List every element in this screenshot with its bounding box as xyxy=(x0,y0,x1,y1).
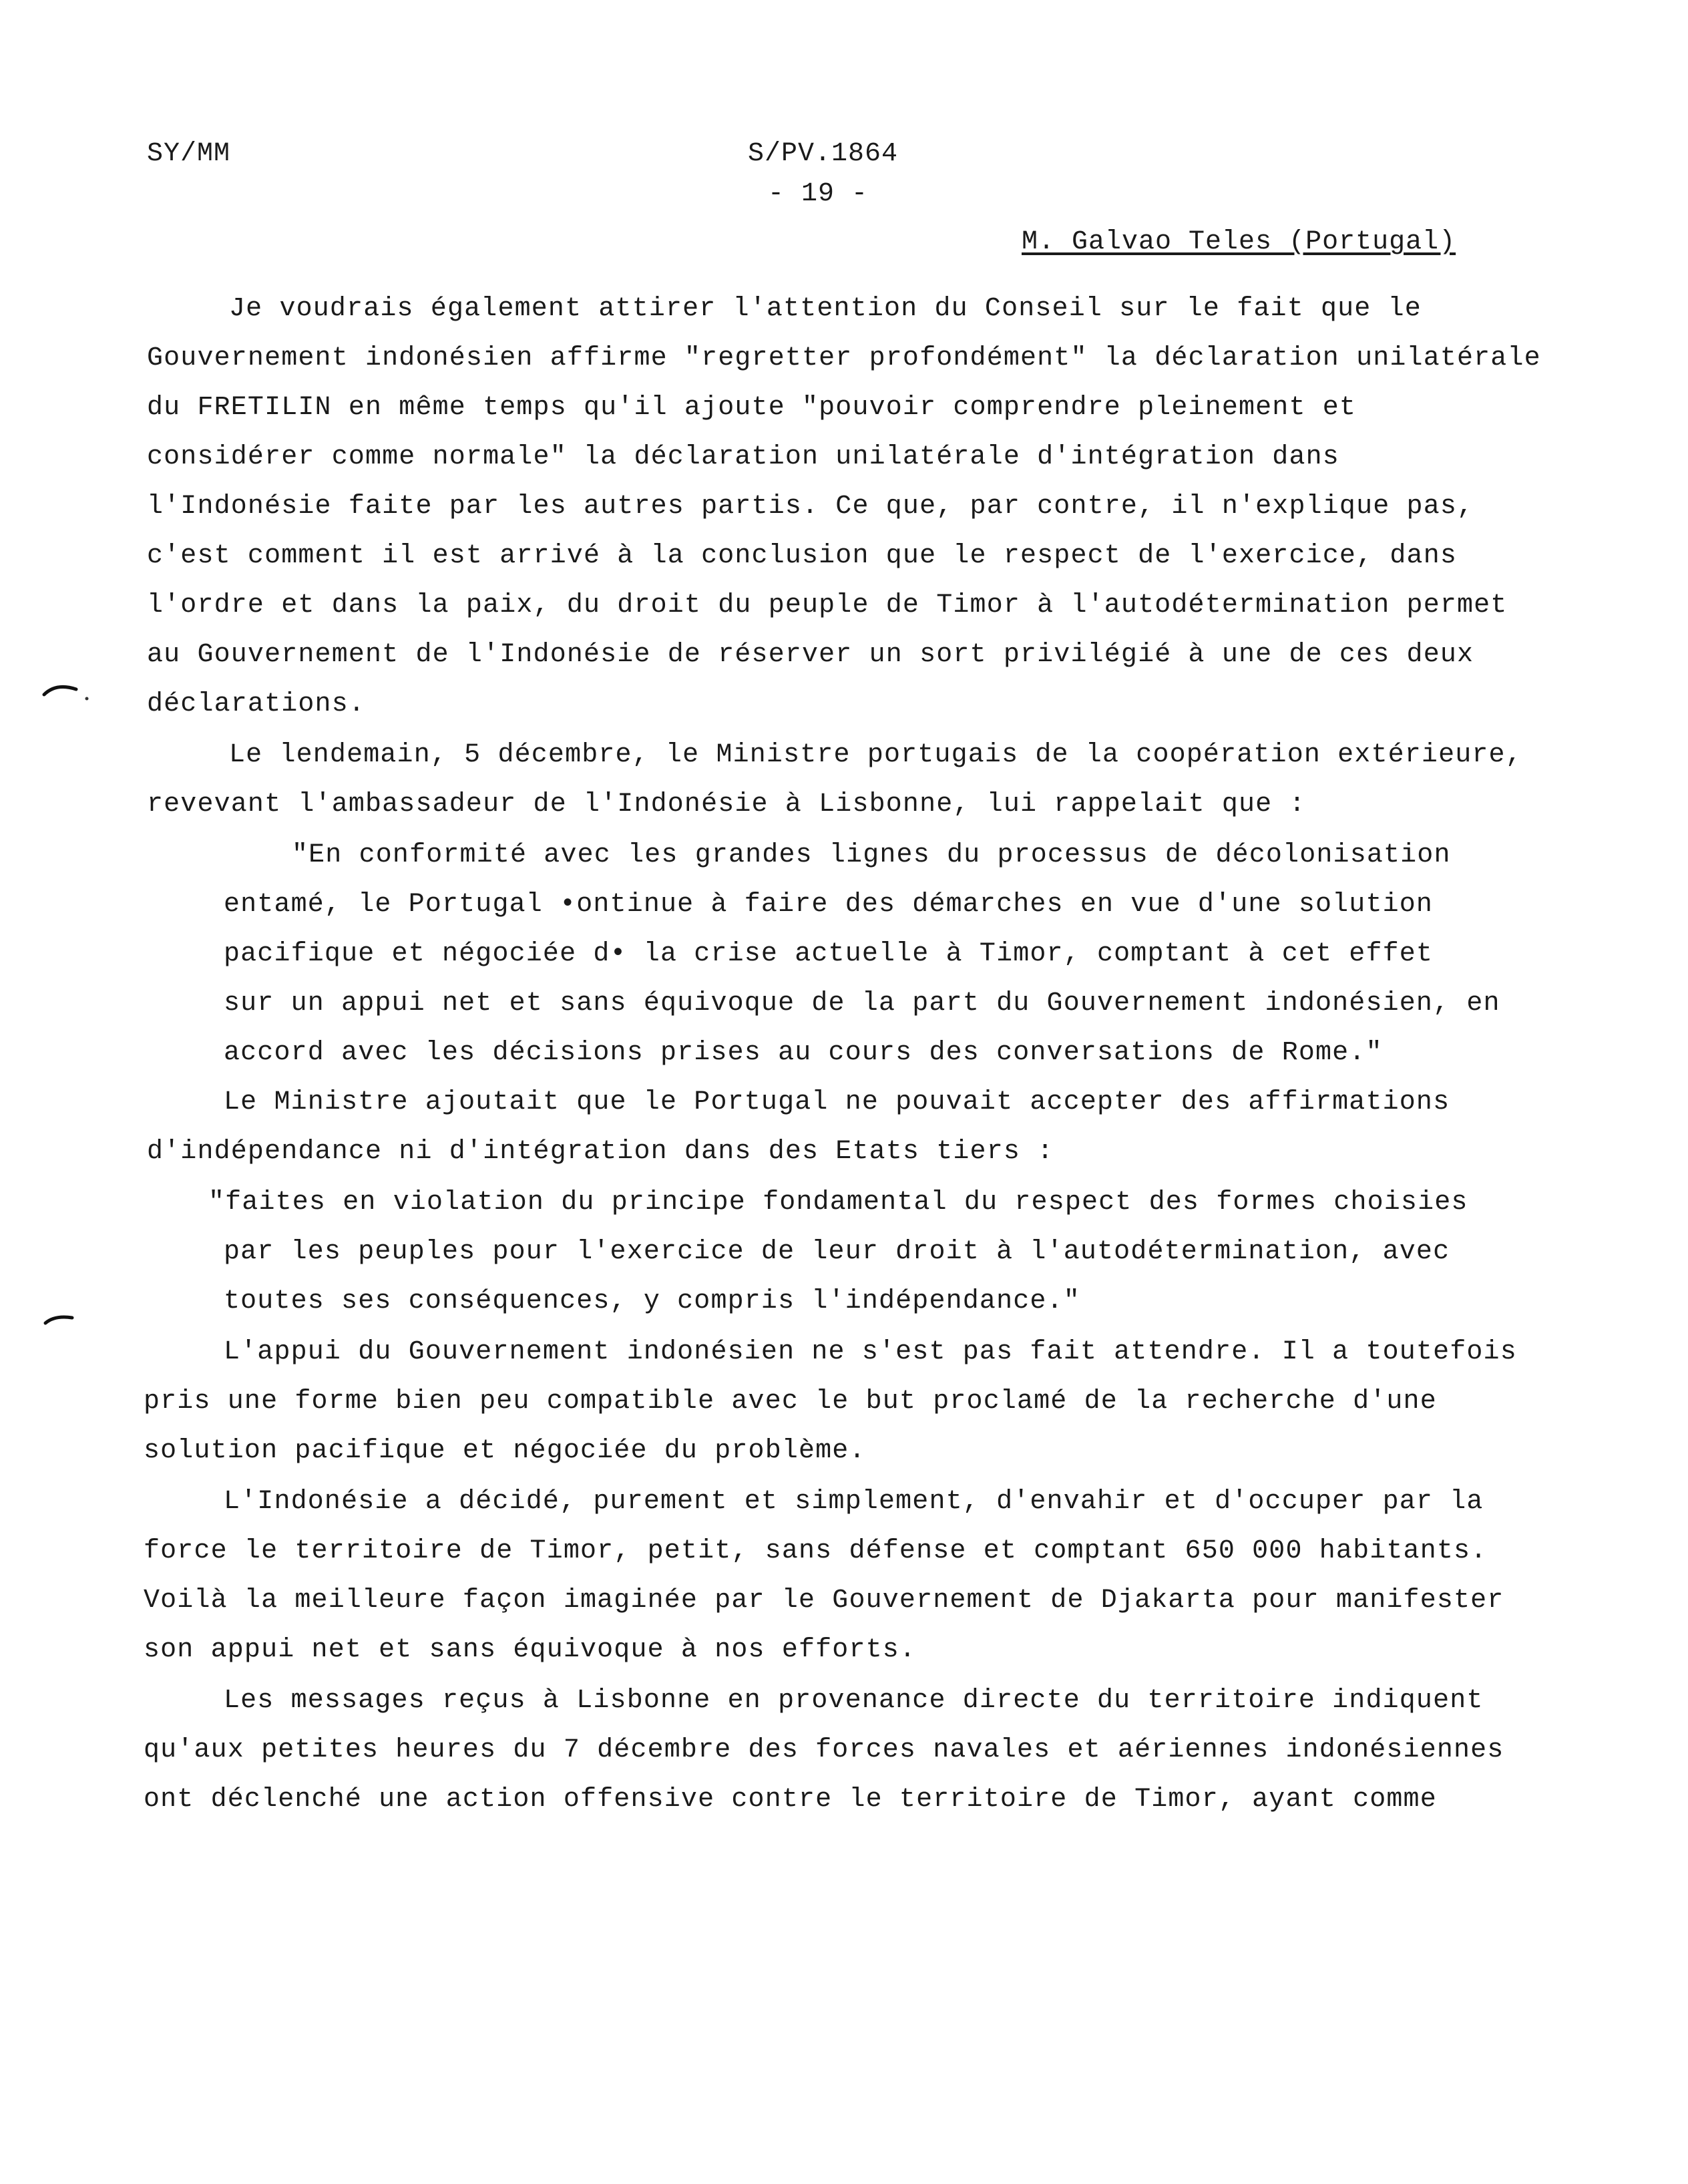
text-line: d'indépendance ni d'intégration dans des Etats tiers : xyxy=(147,1137,1054,1167)
text-line: Voilà la meilleure façon imaginée par le Gouvernement de Djakarta pour manifester xyxy=(144,1586,1504,1616)
text-line: par les peuples pour l'exercice de leur droit à l'autodétermination, avec xyxy=(224,1237,1450,1267)
header-left-code: SY/MM xyxy=(147,139,231,169)
text-line: pacifique et négociée d• la crise actuelle à Timor, comptant à cet effet xyxy=(224,939,1434,969)
text-line: Les messages reçus à Lisbonne en provenance directe du territoire indiquent xyxy=(224,1686,1484,1716)
text-line: L'appui du Gouvernement indonésien ne s'est pas fait attendre. Il a toutefois xyxy=(224,1337,1517,1367)
text-line: revevant l'ambassadeur de l'Indonésie à Lisbonne, lui rappelait que : xyxy=(147,789,1306,820)
text-line: force le territoire de Timor, petit, sans défense et comptant 650 000 habitants. xyxy=(144,1536,1488,1566)
text-line: pris une forme bien peu compatible avec le but proclamé de la recherche d'une xyxy=(144,1387,1437,1417)
text-line: accord avec les décisions prises au cours des conversations de Rome." xyxy=(224,1038,1383,1068)
text-line: toutes ses conséquences, y compris l'indépendance." xyxy=(224,1286,1080,1316)
text-line: solution pacifique et négociée du problème. xyxy=(144,1436,866,1466)
text-line: "faites en violation du principe fondamental du respect des formes choisies xyxy=(208,1188,1468,1218)
page-number: - 19 - xyxy=(768,179,869,209)
text-line: au Gouvernement de l'Indonésie de réserver un sort privilégié à une de ces deux xyxy=(147,640,1474,670)
text-line: déclarations. xyxy=(147,689,366,719)
text-line: Je voudrais également attirer l'attention du Conseil sur le fait que le xyxy=(229,294,1422,324)
text-line: L'Indonésie a décidé, purement et simplement, d'envahir et d'occuper par la xyxy=(224,1487,1484,1517)
text-line: l'ordre et dans la paix, du droit du peuple de Timor à l'autodétermination permet xyxy=(147,590,1508,620)
speaker-heading: M. Galvao Teles (Portugal) xyxy=(1022,227,1456,257)
text-line: Le lendemain, 5 décembre, le Ministre portugais de la coopération extérieure, xyxy=(229,740,1522,770)
text-line: Gouvernement indonésien affirme "regretter profondément" la déclaration unilatérale xyxy=(147,343,1541,373)
margin-mark-icon xyxy=(41,1306,81,1332)
text-line: "En conformité avec les grandes lignes du processus de décolonisation xyxy=(292,840,1451,870)
text-line: l'Indonésie faite par les autres partis. Ce que, par contre, il n'explique pas, xyxy=(147,492,1474,522)
text-line: entamé, le Portugal •ontinue à faire des démarches en vue d'une solution xyxy=(224,890,1434,920)
text-line: sur un appui net et sans équivoque de la part du Gouvernement indonésien, en xyxy=(224,988,1500,1019)
document-symbol: S/PV.1864 xyxy=(748,139,899,169)
text-line: Le Ministre ajoutait que le Portugal ne pouvait accepter des affirmations xyxy=(224,1087,1450,1117)
margin-mark-icon xyxy=(41,675,95,708)
text-line: c'est comment il est arrivé à la conclusion que le respect de l'exercice, dans xyxy=(147,541,1458,571)
text-line: du FRETILIN en même temps qu'il ajoute "pouvoir comprendre pleinement et xyxy=(147,393,1357,423)
text-line: ont déclenché une action offensive contre le territoire de Timor, ayant comme xyxy=(144,1785,1437,1815)
text-line: qu'aux petites heures du 7 décembre des forces navales et aériennes indonésiennes xyxy=(144,1735,1504,1765)
text-line: considérer comme normale" la déclaration unilatérale d'intégration dans xyxy=(147,442,1339,472)
text-line: son appui net et sans équivoque à nos efforts. xyxy=(144,1635,917,1665)
